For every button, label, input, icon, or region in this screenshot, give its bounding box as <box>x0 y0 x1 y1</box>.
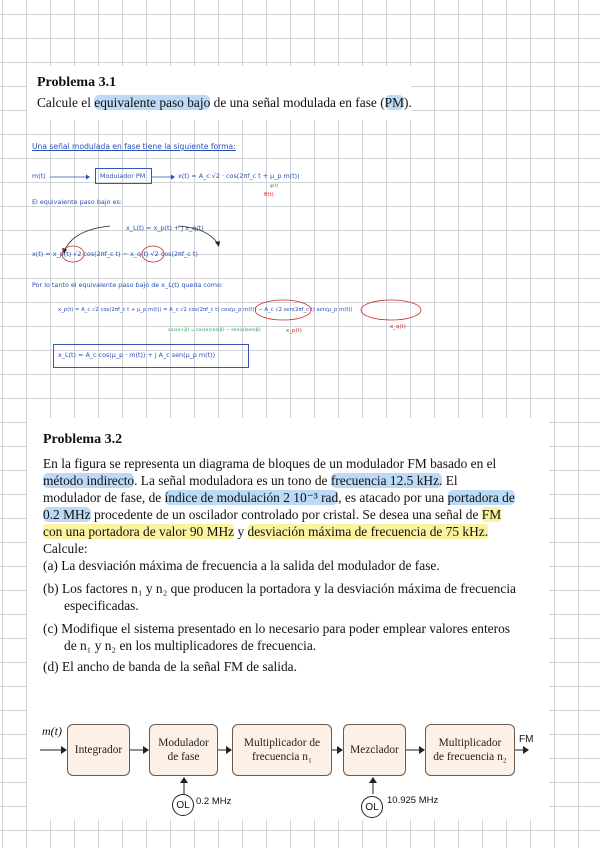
statement-text: . La señal moduladora es un tono de <box>134 473 331 488</box>
statement-line <box>43 489 515 506</box>
statement-text: El <box>442 473 458 488</box>
item-b-cont: especificadas. <box>64 598 139 613</box>
problem-3-1-title: Problema 3.1 <box>37 75 117 90</box>
statement-text: y <box>234 524 248 539</box>
statement-line <box>43 472 458 489</box>
item-b: (b) Los factores n₁ y n₂ que producen la portadora y la desviación máxima de frecuencia <box>43 581 516 596</box>
equivalent-intro: El equivalente paso bajo es: <box>32 198 122 206</box>
highlighted-text: índice de modulación 2 10⁻³ rad <box>164 490 339 505</box>
item-c-cont: de n₁ y n₂ en los multiplicadores de frecuencia. <box>64 638 317 653</box>
highlighted-text: portadora de <box>447 490 515 505</box>
item-d: (d) El ancho de banda de la señal FM de salida. <box>43 659 297 674</box>
highlighted-text: desviación máxima de frecuencia de 75 kHz. <box>247 524 489 539</box>
formula-bandpass: x(t) = x_p(t) √2 cos(2πf_c t) − x_q(t) √2 cos(2πf_c t) <box>32 250 198 258</box>
osc1-circle: OL <box>172 794 194 816</box>
statement-line <box>43 523 488 540</box>
formula-pm-signal: x(t) = A_c √2 · cos(2πf_c t + μ_p m(t)) <box>178 172 300 180</box>
arrow-to-modulator <box>50 172 90 182</box>
problem-3-1-statement: Calcule el equivalente paso bajo de una señal modulada en fase (PM). <box>37 95 412 110</box>
input-label: m(t) <box>42 724 62 738</box>
statement-line <box>43 540 88 557</box>
block-integrador: Integrador <box>67 724 130 776</box>
highlighted-text: método indirecto <box>43 473 135 488</box>
modulator-pm-label: Modulador PM <box>100 172 146 180</box>
output-label: FM <box>519 734 534 745</box>
statement-text: Calcule: <box>43 541 88 556</box>
phi-label: φ(t) <box>270 184 279 189</box>
highlighted-text: con una portadora de valor 90 MHz <box>43 524 235 539</box>
arrow-from-modulator <box>151 172 175 182</box>
osc2-arrow <box>367 776 379 794</box>
block-multiplicador-n2: Multiplicador de frecuencia n₂ <box>425 724 515 776</box>
block-mezclador: Mezclador <box>343 724 406 776</box>
statement-line <box>43 506 501 523</box>
notes-intro: Una señal modulada en fase tiene la siguiente forma: <box>32 142 236 151</box>
block-multiplicador-n1: Multiplicador de frecuencia n₁ <box>232 724 332 776</box>
xp-label: x_p(t) <box>286 328 302 334</box>
highlighted-text: 0.2 MHz <box>43 507 91 522</box>
osc2-circle: OL <box>361 796 383 818</box>
red-circles-1 <box>60 244 180 264</box>
statement-text: procedente de un oscilador controlado por cristal. Se desea una señal de <box>90 507 482 522</box>
xq-label: x_q(t) <box>390 324 406 330</box>
highlighted-text: frecuencia 12.5 kHz. <box>330 473 443 488</box>
problem-3-2-title: Problema 3.2 <box>43 432 123 447</box>
statement-line <box>43 455 496 472</box>
statement-text: En la figura se representa un diagrama de bloques de un modulador FM basado en el <box>43 456 497 471</box>
notes-m-label: m(t) <box>32 172 46 180</box>
osc1-arrow <box>178 776 190 794</box>
block-modulador-fase: Modulador de fase <box>149 724 218 776</box>
osc1-frequency: 0.2 MHz <box>196 796 232 807</box>
formula-expansion: x_p(t) = A_c √2 cos(2πf_c t + μ_p m(t)) = A_c √2 cos(2πf_c t) cos(μ_p m(t)) − A_c √2 sen(2πf_c t) sen(μ_p m(t)) <box>58 307 353 313</box>
highlight-pm: PM <box>384 95 405 110</box>
item-a: (a) La desviación máxima de frecuencia a la salida del modulador de fase. <box>43 558 440 573</box>
notes-text-2: Por lo tanto el equivalente paso bajo de x_L(t) queda como: <box>32 281 224 289</box>
statement-text: , es atacado por una <box>338 490 448 505</box>
osc2-frequency: 10.925 MHz <box>387 795 439 806</box>
trig-identity: cos(α+β) = cos(α)cos(β) − sen(α)sen(β) <box>168 328 261 333</box>
problem-3-1-panel <box>27 66 411 120</box>
formula-lowpass: x_L(t) = x_p(t) + j x_q(t) <box>126 224 204 232</box>
theta-label: θ(t) <box>264 192 274 198</box>
item-c: (c) Modifique el sistema presentado en lo necesario para poder emplear valores enteros <box>43 621 510 636</box>
red-circles-2 <box>255 298 425 322</box>
highlighted-text: FM <box>481 507 502 522</box>
result-formula: x_L(t) = A_c cos(μ_p · m(t)) + j A_c sen(μ_p m(t)) <box>58 351 216 359</box>
highlight-equivalente: equivalente paso bajo <box>94 95 211 110</box>
statement-text: modulador de fase, de <box>43 490 165 505</box>
